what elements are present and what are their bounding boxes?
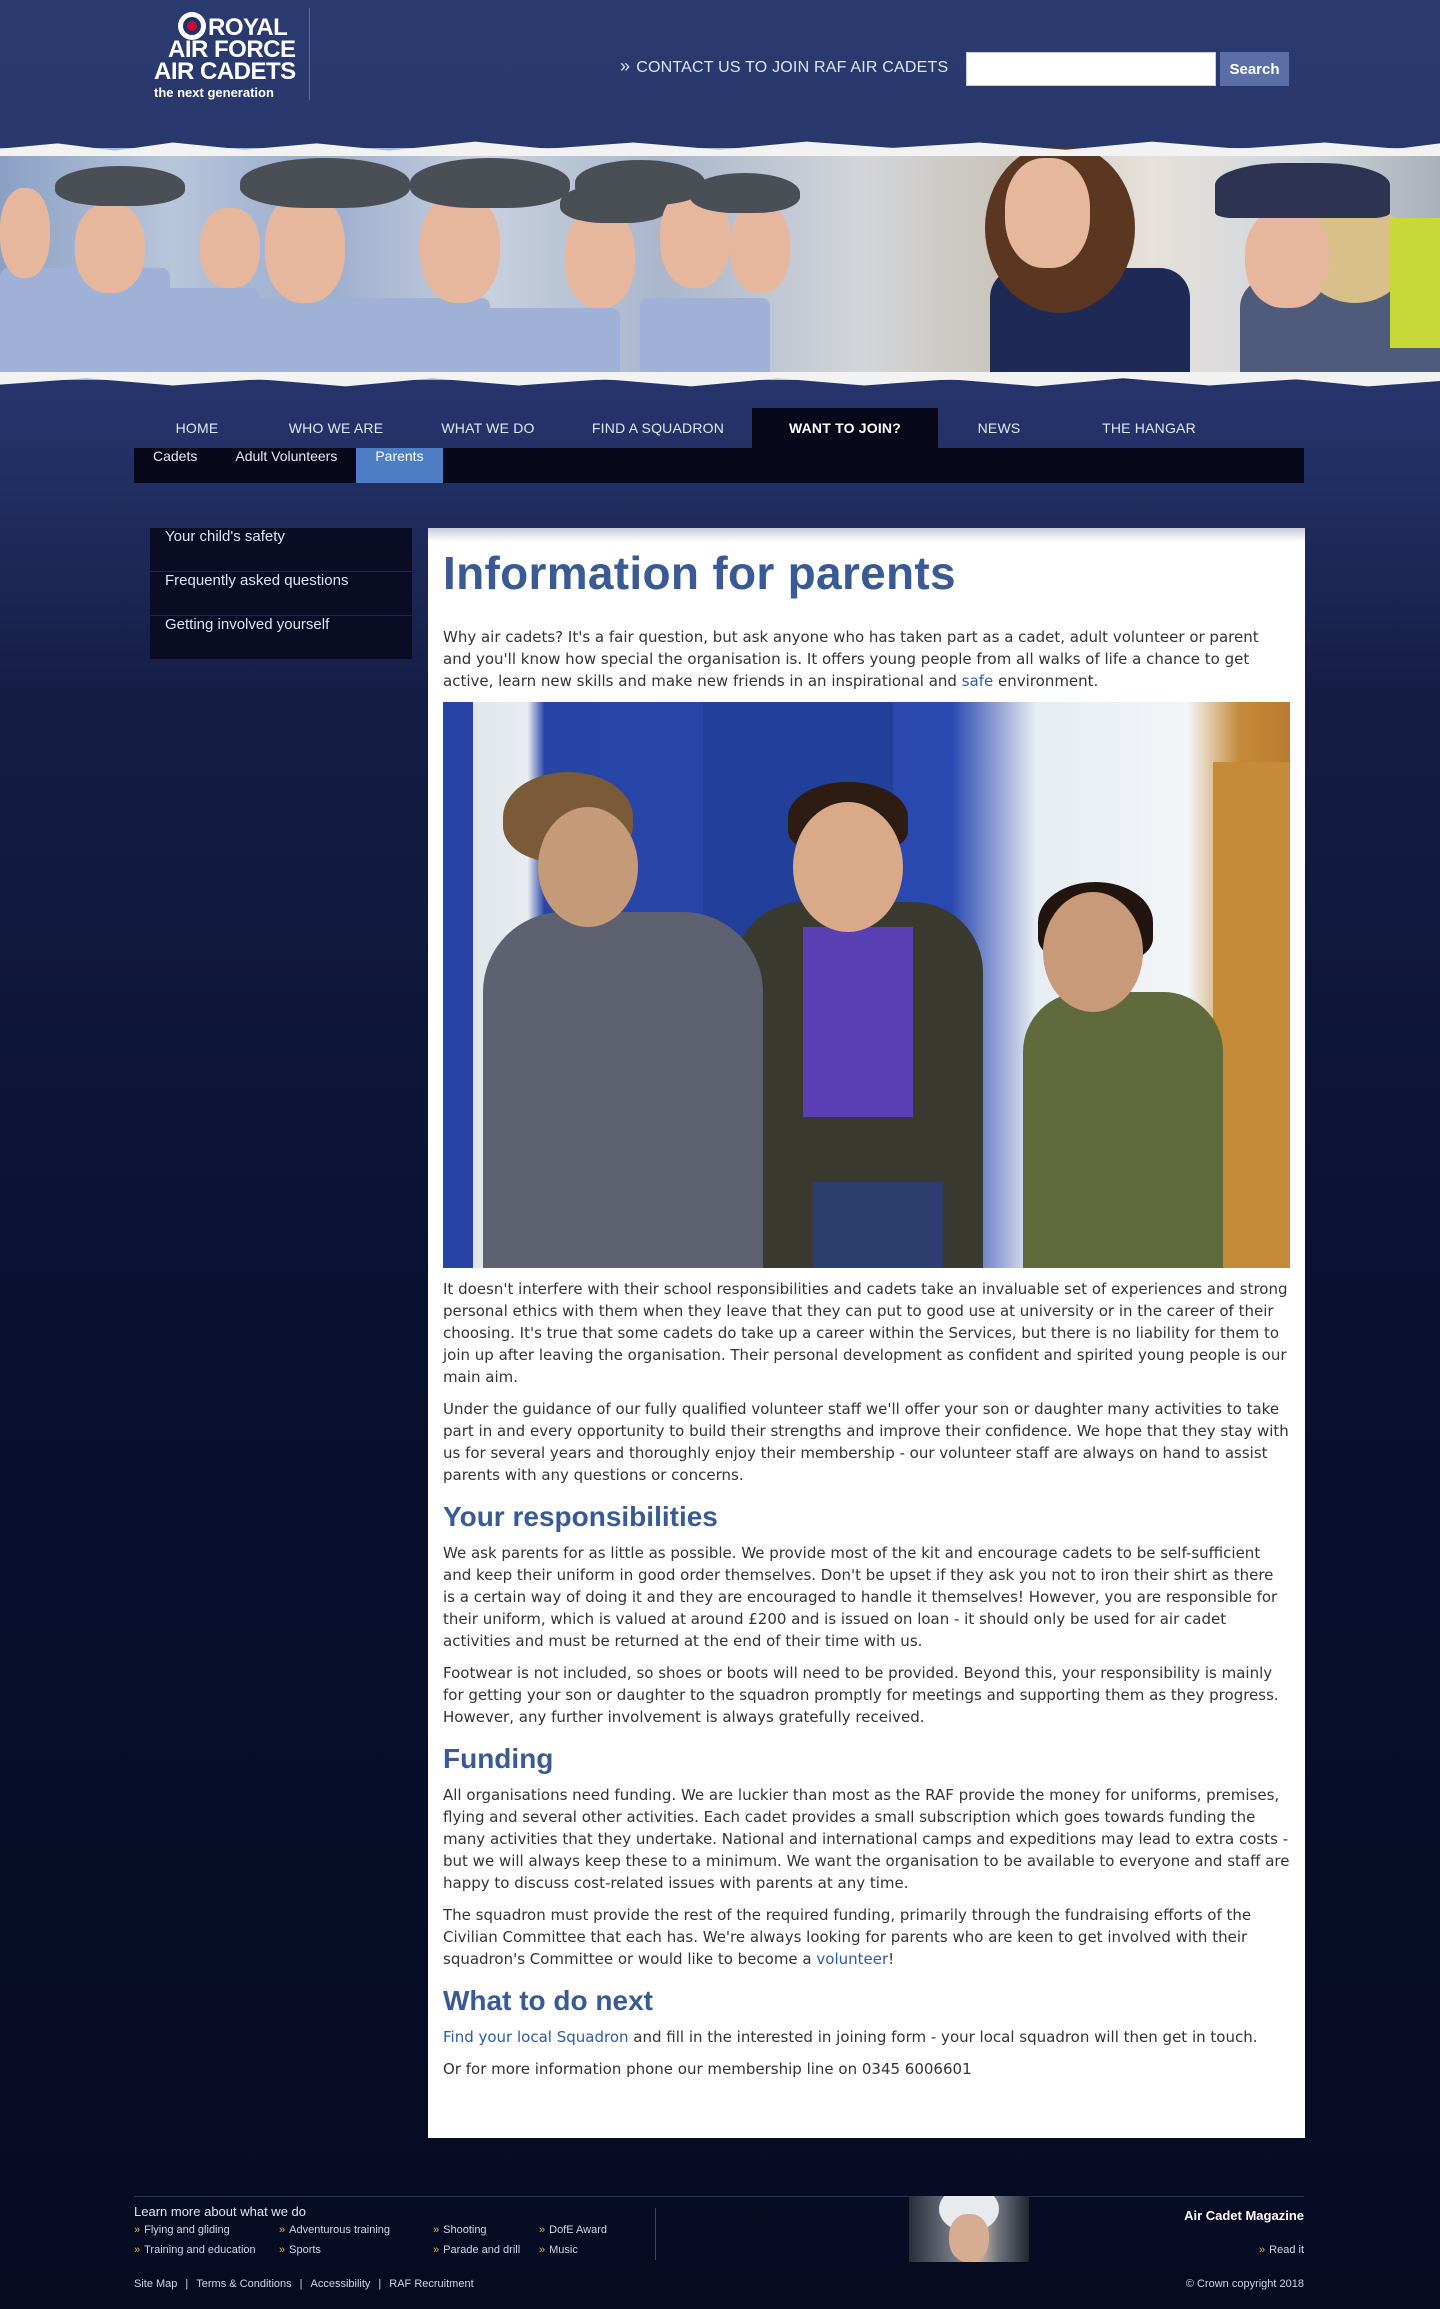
footer-link-parade[interactable] <box>433 2244 520 2256</box>
intro-text-end: environment. <box>993 672 1099 690</box>
nav-news-label: NEWS <box>977 420 1021 436</box>
footer-separator: | <box>378 2278 382 2290</box>
cadet-face <box>0 188 50 278</box>
main-content <box>428 528 1305 2138</box>
parents-photo <box>443 702 1290 1268</box>
sidebar-menu <box>150 528 412 660</box>
search-input[interactable] <box>966 52 1216 86</box>
heading-what-to-do-next: What to do next <box>443 1985 653 2016</box>
footer-separator: | <box>185 2278 189 2290</box>
officer-cap <box>1215 163 1390 218</box>
photo-girl-body <box>1023 992 1223 1268</box>
nav-home[interactable] <box>134 408 260 448</box>
nav-news[interactable] <box>938 408 1060 448</box>
footer-link-music[interactable] <box>539 2244 578 2256</box>
footer-bottom-links <box>134 2278 474 2290</box>
footer-link-training[interactable] <box>134 2244 256 2256</box>
footer-chevron-icon: » <box>433 2244 440 2256</box>
paragraph-next-1 <box>443 2026 1290 2048</box>
next-1-text: and fill in the interested in joining form - your local squadron will then get in touch. <box>628 2028 1258 2046</box>
intro-text: Why air cadets? It's a fair question, but ask anyone who has taken part as a cadet, adult volunteer or parent and you'll know how special the organisation is. It offers young people from all walks of life a chance to get active, learn new skills and make new friends in an inspirational and <box>443 628 1259 690</box>
search-button[interactable]: Search <box>1220 52 1289 86</box>
funding-2-text: The squadron must provide the rest of the required funding, primarily through the fundraising efforts of the Civilian Committee that each has. We're always looking for parents who are keen to get involved with their squadron's Committee or would like to become a <box>443 1906 1252 1968</box>
cadet-figure <box>340 298 490 380</box>
sidebar-item-childs-safety[interactable]: Your child's safety <box>150 528 412 571</box>
cadet-face <box>730 203 790 293</box>
sidebar-item-faq[interactable]: Frequently asked questions <box>150 572 412 615</box>
photo-girl-face <box>1043 892 1143 1012</box>
cadet-face <box>200 208 260 288</box>
photo-door-frame <box>443 702 473 1268</box>
footer-divider <box>134 2196 1304 2197</box>
site-footer <box>134 2196 1304 2296</box>
footer-link-label: DofE Award <box>549 2224 608 2236</box>
footer-link-adventurous[interactable] <box>279 2224 390 2236</box>
raf-air-cadets-logo[interactable] <box>150 8 310 100</box>
cadet-face <box>75 203 145 293</box>
footer-terms-link[interactable]: Terms & Conditions <box>196 2278 292 2290</box>
nav-home-label: HOME <box>175 420 219 436</box>
banner-photo <box>0 148 1440 380</box>
footer-link-dofe[interactable] <box>539 2224 607 2236</box>
footer-chevron-icon: » <box>539 2244 546 2256</box>
cadet-beret <box>55 166 185 206</box>
nav-what-we-do[interactable] <box>412 408 564 448</box>
footer-chevron-icon: » <box>539 2224 546 2236</box>
footer-link-flying[interactable] <box>134 2224 230 2236</box>
site-header <box>0 0 1440 140</box>
nav-find-a-squadron-label: FIND A SQUADRON <box>591 420 725 436</box>
footer-chevron-icon: » <box>279 2224 286 2236</box>
subnav-adult-volunteers[interactable]: Adult Volunteers <box>235 448 338 464</box>
nav-want-to-join[interactable] <box>752 408 938 448</box>
footer-link-label: Parade and drill <box>443 2244 521 2256</box>
magazine-cover-image[interactable] <box>909 2196 1029 2262</box>
nav-the-hangar-label: THE HANGAR <box>1102 420 1196 436</box>
copyright-text: © Crown copyright 2018 <box>1185 2278 1304 2290</box>
paragraph-responsibilities-2: Footwear is not included, so shoes or boots will need to be provided. Beyond this, your responsibility is mainly for getting your son or daughter to the squadron promptly for meetings and supporting them as they progress. However, any further involvement is always gratefully received. <box>443 1664 1279 1726</box>
volunteer-link[interactable]: volunteer <box>816 1950 889 1968</box>
magazine-read-it-link[interactable] <box>1259 2244 1304 2256</box>
officer-face <box>1245 208 1330 308</box>
torn-edge-top <box>0 138 1440 156</box>
main-navigation <box>134 408 1304 448</box>
nav-what-we-do-label: WHAT WE DO <box>441 420 535 436</box>
magazine-face <box>949 2214 989 2262</box>
paragraph-funding-2 <box>443 1904 1290 1970</box>
cadet-beret <box>240 158 410 208</box>
footer-accessibility-link[interactable]: Accessibility <box>310 2278 371 2290</box>
cadet-figure <box>200 298 360 380</box>
hero-banner-image <box>0 138 1440 390</box>
contact-us-link[interactable] <box>620 56 948 77</box>
logo-tagline: the next generation <box>154 85 274 100</box>
woman-face <box>1005 158 1090 268</box>
footer-link-sports[interactable] <box>279 2244 321 2256</box>
cadet-beret <box>690 173 800 213</box>
intro-paragraph <box>443 626 1290 692</box>
cadet-face <box>265 193 345 303</box>
footer-vertical-divider <box>655 2208 656 2260</box>
cadet-face <box>565 208 635 308</box>
footer-link-label: Shooting <box>443 2224 487 2236</box>
contact-us-label: CONTACT US TO JOIN RAF AIR CADETS <box>636 59 949 76</box>
nav-find-a-squadron[interactable] <box>564 408 752 448</box>
torn-edge-bottom <box>0 372 1440 390</box>
footer-chevron-icon: » <box>134 2244 141 2256</box>
funding-2-text-end: ! <box>888 1950 895 1968</box>
nav-the-hangar[interactable] <box>1060 408 1238 448</box>
footer-raf-recruitment-link[interactable]: RAF Recruitment <box>389 2278 474 2290</box>
double-chevron-right-icon: » <box>620 56 631 76</box>
footer-chevron-icon: » <box>433 2224 440 2236</box>
subnav-parents[interactable]: Parents <box>356 448 442 483</box>
cadet-beret <box>575 160 705 205</box>
read-it-label: Read it <box>1269 2244 1304 2256</box>
nav-who-we-are-label: WHO WE ARE <box>288 420 384 436</box>
footer-link-shooting[interactable] <box>433 2224 487 2236</box>
footer-learn-heading: Learn more about what we do <box>134 2204 306 2219</box>
heading-your-responsibilities: Your responsibilities <box>443 1501 718 1532</box>
footer-chevron-icon: » <box>134 2224 141 2236</box>
footer-chevron-icon: » <box>279 2244 286 2256</box>
hi-vis-vest <box>1390 218 1440 348</box>
heading-funding: Funding <box>443 1743 554 1774</box>
find-local-squadron-link[interactable]: Find your local Squadron <box>443 2028 629 2046</box>
sidebar-item-getting-involved[interactable]: Getting involved yourself <box>150 616 412 659</box>
magazine-title: Air Cadet Magazine <box>1184 2208 1304 2223</box>
page-title: Information for parents <box>443 547 956 599</box>
nav-who-we-are[interactable] <box>260 408 412 448</box>
cadet-figure <box>480 308 620 380</box>
content-top-shadow <box>428 528 1305 542</box>
footer-link-label: Training and education <box>144 2244 256 2256</box>
paragraph-funding-1: All organisations need funding. We are luckier than most as the RAF provide the money for uniforms, premises, flying and several other activities. Each cadet provides a small subscription which goes towards funding the many activities that they undertake. National and international camps and expeditions may lead to extra costs - but we will always keep these to a minimum. We want the organisation to be available to everyone and staff are happy to discuss cost-related issues with parents at any time. <box>443 1786 1290 1892</box>
footer-separator: | <box>299 2278 303 2290</box>
footer-chevron-icon: » <box>1259 2244 1266 2256</box>
photo-cadet-staff-face <box>538 807 638 927</box>
subnav-cadets[interactable]: Cadets <box>153 448 198 464</box>
footer-link-label: Flying and gliding <box>144 2224 230 2236</box>
photo-mother-jeans <box>813 1182 943 1268</box>
photo-mother-shirt <box>803 927 913 1117</box>
cadet-figure <box>640 298 770 380</box>
photo-cadet-staff-body <box>483 912 763 1268</box>
footer-link-label: Music <box>549 2244 578 2256</box>
cadet-beret <box>410 158 570 208</box>
logo-line-1: ROYAL <box>208 14 288 41</box>
footer-link-label: Sports <box>289 2244 321 2256</box>
footer-site-map-link[interactable]: Site Map <box>134 2278 178 2290</box>
logo-line-3: AIR CADETS <box>154 58 296 85</box>
paragraph-guidance: Under the guidance of our fully qualified volunteer staff we'll offer your son or daughter many activities to take part in and every opportunity to build their strengths and improve their confidence. We hope that they stay with us for several years and thoroughly enjoy their membership - our volunteer staff are always on hand to assist parents with any questions or concerns. <box>443 1400 1289 1484</box>
sub-navigation <box>134 448 1304 483</box>
cadet-face <box>420 193 500 303</box>
safe-link[interactable]: safe <box>961 672 994 690</box>
nav-want-to-join-label: WANT TO JOIN? <box>788 420 901 436</box>
paragraph-responsibilities-1: We ask parents for as little as possible. We provide most of the kit and encourage cadets to be self-sufficient and keep their uniform in good order themselves. Don't be upset if they ask you not to iron their shirt as there is a certain way of doing it and they are encouraged to handle it themselves! However, you are responsible for their uniform, which is valued at around £200 and is issued on loan - it should only be used for air cadet activities and must be returned at the end of their time with us. <box>443 1544 1278 1650</box>
footer-link-label: Adventurous training <box>289 2224 391 2236</box>
photo-shelf <box>1213 762 1290 1268</box>
logo-line-2: AIR FORCE <box>168 36 296 63</box>
photo-mother-face <box>793 802 903 932</box>
paragraph-next-2: Or for more information phone our membership line on 0345 6006601 <box>443 2060 972 2078</box>
paragraph-development: It doesn't interfere with their school responsibilities and cadets take an invaluable set of experiences and strong personal ethics with them when they leave that they can put to good use at university or in the career of their choosing. It's true that some cadets do take up a career within the Services, but there is no liability for them to join up after leaving the organisation. Their personal development as confident and spirited young people is our main aim. <box>443 1280 1288 1386</box>
